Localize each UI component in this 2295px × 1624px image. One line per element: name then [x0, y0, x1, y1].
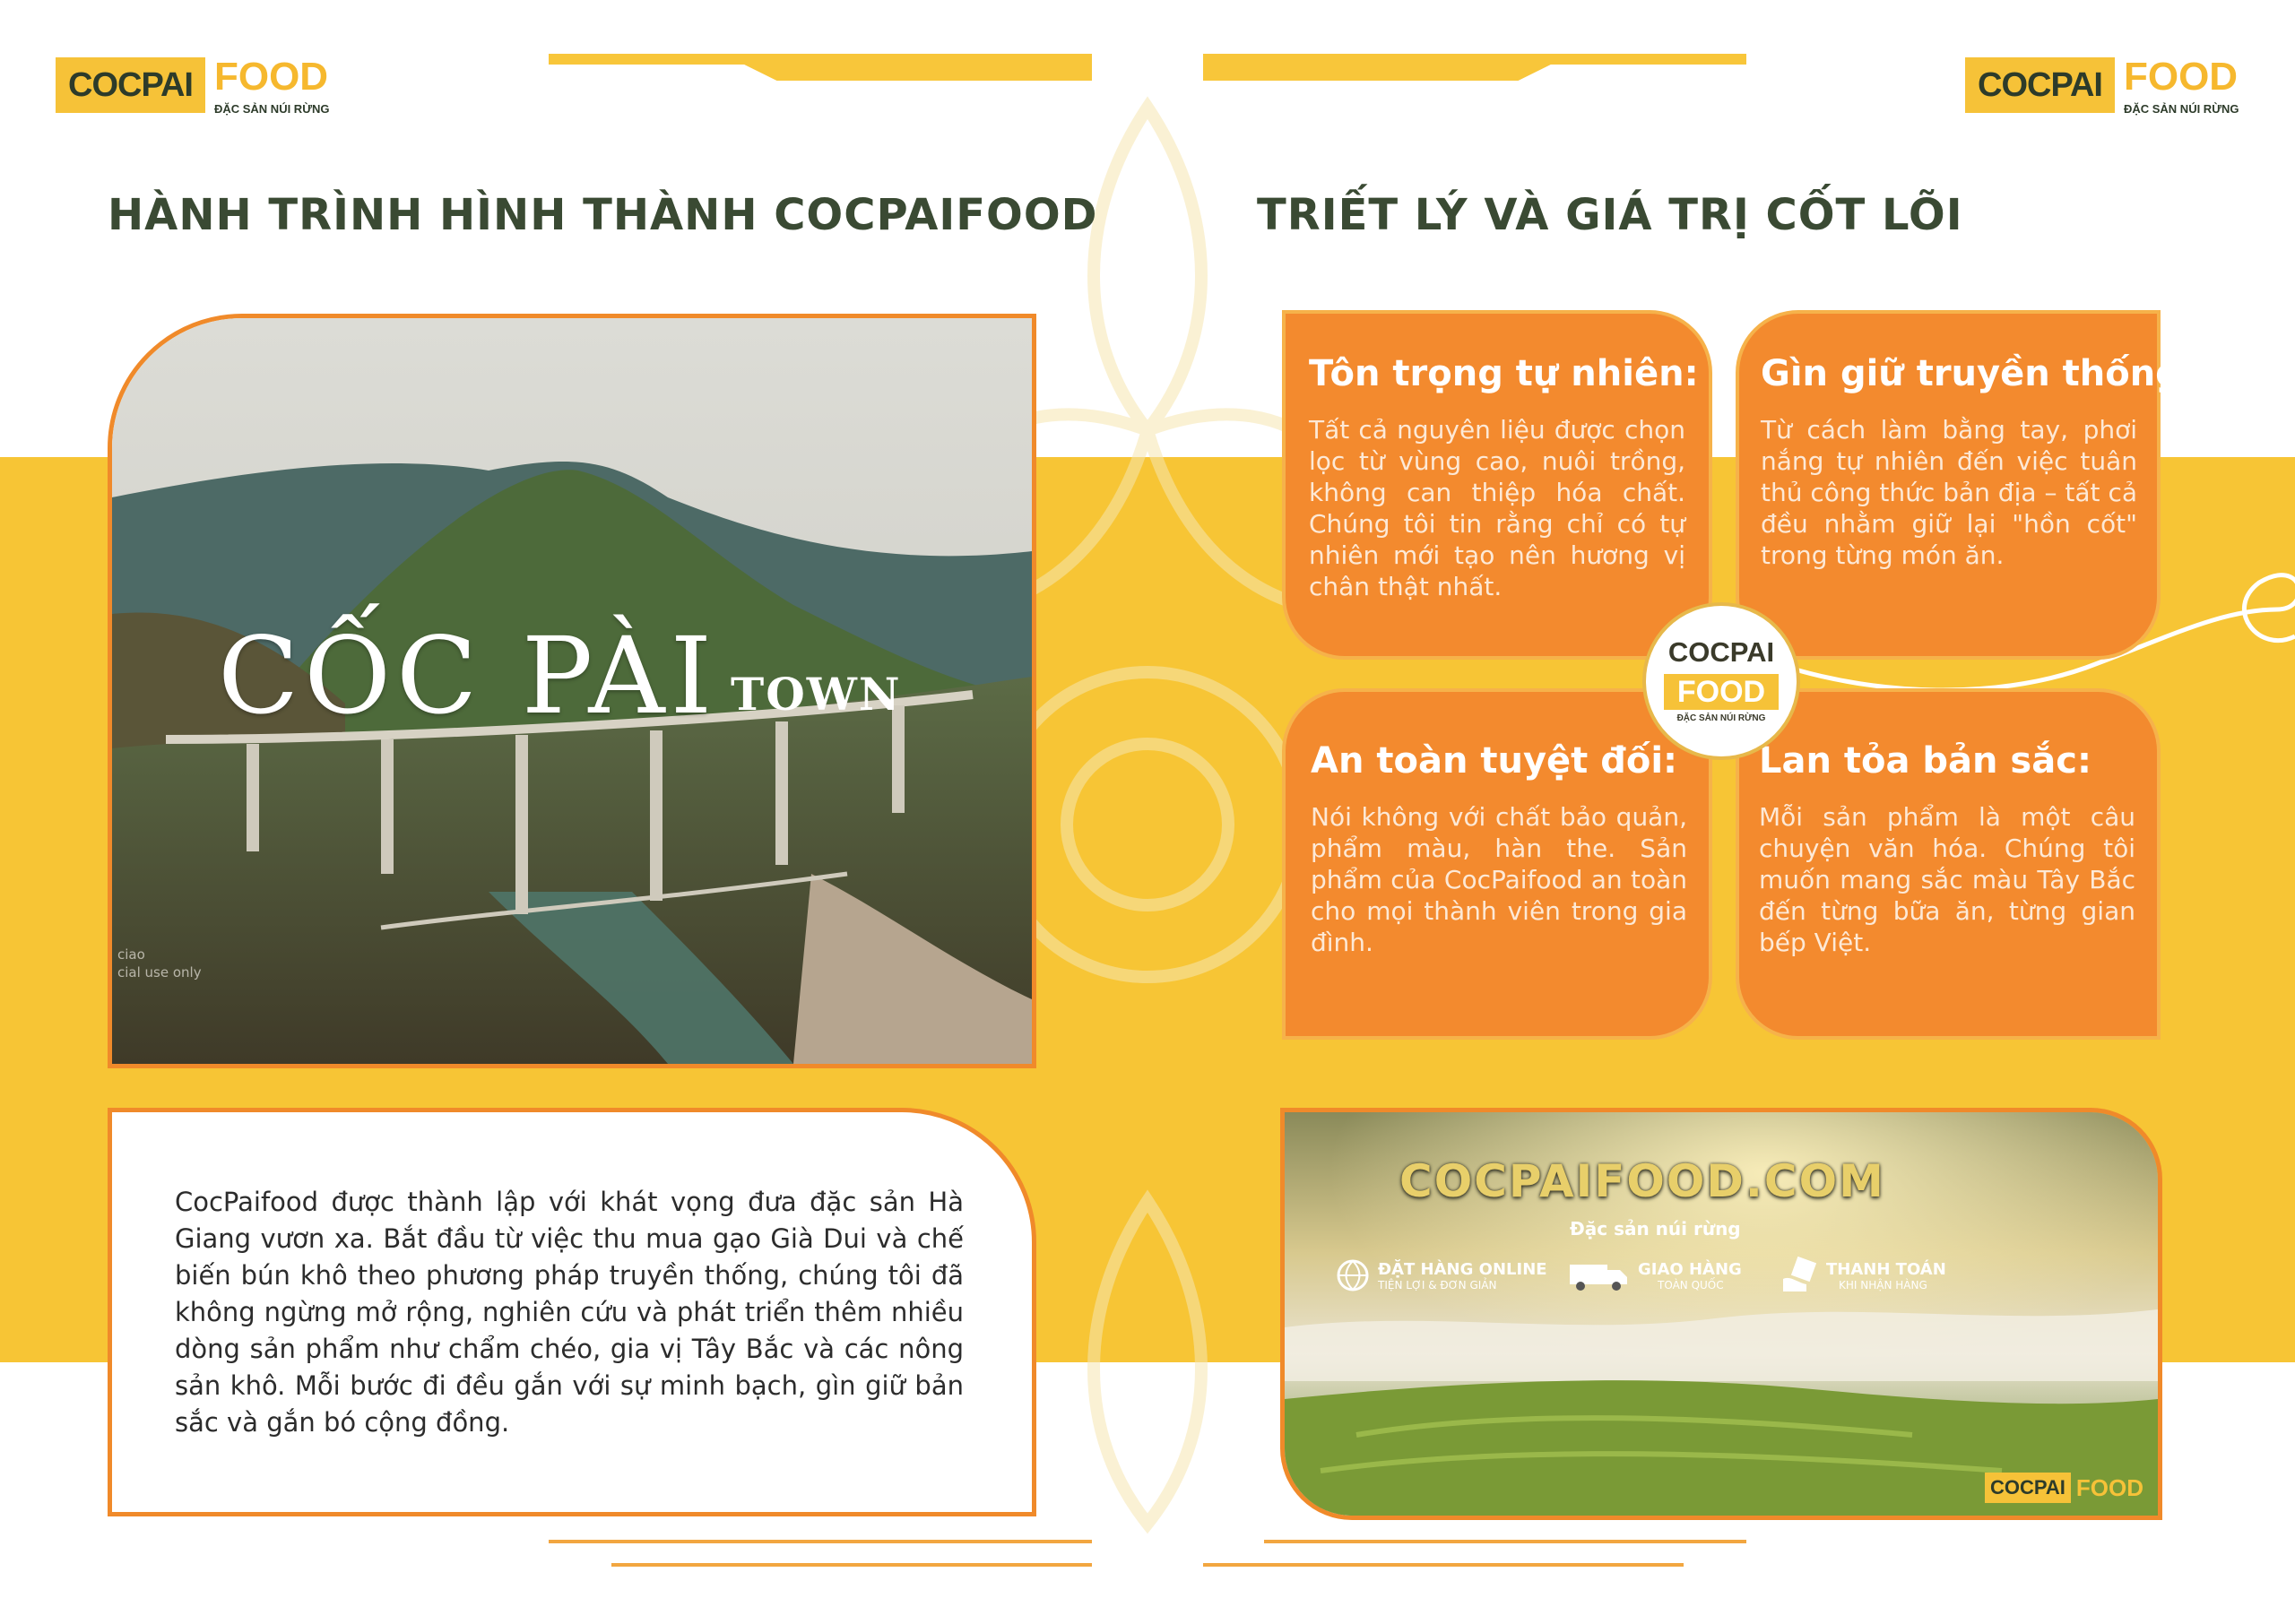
- value-heading: Tôn trọng tự nhiên:: [1309, 353, 1699, 394]
- value-text: Tất cả nguyên liệu được chọn lọc từ vùng cao, nuôi trồng, không can thiệp hóa chất. Chúng tôi tin rằng chỉ có tự nhiên mới tạo nên hương vị chân thật nhất.: [1309, 415, 1685, 601]
- value-card-spread-identity: [1736, 688, 2161, 1040]
- banner-badge: [1985, 1473, 2143, 1503]
- value-card-absolute-safety: [1282, 688, 1712, 1040]
- center-logo-tag: ĐẶC SẢN NÚI RỪNG: [1676, 713, 1766, 723]
- value-text: Từ cách làm bằng tay, phơi nắng tự nhiên đến việc tuân thủ công thức bản địa – tất cả đều nhằm giữ lại "hồn cốt" trong từng món ăn.: [1761, 415, 2137, 570]
- feature-title: THANH TOÁN: [1826, 1259, 1946, 1279]
- story-card: [108, 1108, 1036, 1516]
- payment-icon: [1780, 1256, 1819, 1295]
- logo-food-text: FOOD: [213, 55, 329, 99]
- badge-left: COCPAI: [1985, 1473, 2071, 1503]
- value-text: Nói không với chất bảo quản, phẩm màu, hàn the. Sản phẩm của CocPaifood an toàn cho mọi thành viên trong gia đình.: [1311, 802, 1687, 957]
- photo-watermark: ciao cial use only: [117, 946, 202, 980]
- globe-icon: [1335, 1257, 1371, 1293]
- coc-pai-town-photo: [108, 314, 1036, 1068]
- banner-feature-payment: [1780, 1256, 1946, 1295]
- badge-right: FOOD: [2075, 1473, 2143, 1501]
- website-banner: [1280, 1108, 2162, 1520]
- brand-logo-left: [56, 57, 329, 116]
- top-bar-right: [1203, 54, 1746, 81]
- brand-logo-right: [1965, 57, 2239, 116]
- feature-title: ĐẶT HÀNG ONLINE: [1378, 1259, 1547, 1279]
- value-card-preserve-tradition: [1736, 310, 2195, 660]
- logo-food-text: FOOD: [2123, 55, 2239, 99]
- right-page-title: TRIẾT LÝ VÀ GIÁ TRỊ CỐT LÕI: [1257, 190, 1963, 240]
- logo-tagline: ĐẶC SẢN NÚI RỪNG: [213, 102, 330, 116]
- photo-sign-main: CỐC PÀI: [218, 614, 718, 738]
- truck-icon: [1568, 1257, 1631, 1293]
- logo-box-text: COCPAI: [1965, 57, 2115, 113]
- top-bar-left: [549, 54, 1092, 81]
- value-heading: Gìn giữ truyền thống:: [1761, 353, 2195, 394]
- left-page-title: HÀNH TRÌNH HÌNH THÀNH COCPAIFOOD: [108, 190, 1098, 240]
- logo-box-text: COCPAI: [56, 57, 205, 113]
- feature-sub: TIỆN LỢI & ĐƠN GIẢN: [1378, 1278, 1497, 1291]
- feature-sub: TOÀN QUỐC: [1658, 1278, 1724, 1291]
- value-heading: Lan tỏa bản sắc:: [1759, 740, 2091, 782]
- banner-subtitle: Đặc sản núi rừng: [1570, 1218, 1741, 1240]
- value-heading: An toàn tuyệt đối:: [1311, 740, 1678, 782]
- banner-site-name: COCPAIFOOD.COM: [1399, 1155, 1885, 1207]
- feature-title: GIAO HÀNG: [1638, 1259, 1742, 1279]
- feature-sub: KHI NHẬN HÀNG: [1839, 1278, 1927, 1291]
- center-logo-bottom: FOOD: [1664, 674, 1779, 710]
- value-text: Mỗi sản phẩm là một câu chuyện văn hóa. Chúng tôi muốn mang sắc màu Tây Bắc đến từng bữa ăn, từng gian bếp Việt.: [1759, 802, 2135, 957]
- bottom-line-right-2: [1203, 1563, 1684, 1567]
- story-text: CocPaifood được thành lập với khát vọng đưa đặc sản Hà Giang vươn xa. Bắt đầu từ việc thu mua gạo Già Dui và chế biến bún khô theo phương pháp truyền thống, chúng tôi đã không ngừng mở rộng, nghiên cứu và phát triển thêm nhiều dòng sản phẩm như chẩm chéo, gia vị Tây Bắc và các nông sản khô. Mỗi bước đi đều gắn với sự minh bạch, gìn giữ bản sắc và gắn bó cộng đồng.: [175, 1187, 964, 1438]
- banner-feature-delivery: [1568, 1257, 1742, 1293]
- bottom-line-right-1: [1264, 1540, 1746, 1543]
- photo-sign-sub: TOWN: [731, 668, 902, 721]
- center-logo-top: COCPAI: [1667, 636, 1775, 668]
- center-logo-circle: [1642, 602, 1800, 760]
- banner-feature-order-online: [1335, 1257, 1547, 1293]
- logo-tagline: ĐẶC SẢN NÚI RỪNG: [2123, 102, 2239, 116]
- value-card-respect-nature: [1282, 310, 1712, 660]
- bottom-line-left-1: [549, 1540, 1092, 1543]
- bottom-line-left-2: [611, 1563, 1092, 1567]
